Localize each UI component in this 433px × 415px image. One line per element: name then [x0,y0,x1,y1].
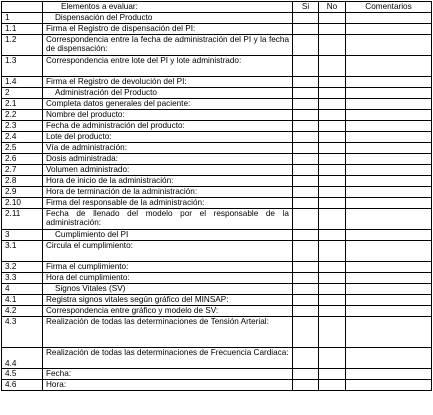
comment-cell[interactable] [346,317,432,348]
row-num: 1.4 [2,77,43,88]
row-text: Vía de administración: [43,143,293,154]
yes-cell[interactable] [293,380,319,391]
comment-cell[interactable] [346,143,432,154]
comment-cell[interactable] [346,132,432,143]
row-num: 2.9 [2,187,43,198]
yes-cell[interactable] [293,230,319,241]
row-text: Fecha de llenado del modelo por el responsable de la administración: [43,209,293,230]
evaluation-form [1,1,432,391]
table-row [2,198,432,209]
comment-cell[interactable] [346,198,432,209]
table-row [2,132,432,143]
comment-cell[interactable] [346,348,432,369]
no-cell[interactable] [319,176,346,187]
no-cell[interactable] [319,348,346,369]
row-text: Registra signos vitales según gráfico del MINSAP: [43,295,293,306]
yes-cell[interactable] [293,35,319,56]
yes-cell[interactable] [293,295,319,306]
header-yes: Si [293,2,319,13]
yes-cell[interactable] [293,56,319,77]
row-num: 2.3 [2,121,43,132]
section-row [2,88,432,99]
table-row [2,369,432,380]
row-num: 2.2 [2,110,43,121]
yes-cell[interactable] [293,369,319,380]
yes-cell[interactable] [293,13,319,24]
row-text: Completa datos generales del paciente: [43,99,293,110]
no-cell[interactable] [319,187,346,198]
yes-cell[interactable] [293,198,319,209]
row-num: 2.10 [2,198,43,209]
row-num: 2.11 [2,209,43,230]
comment-cell[interactable] [346,99,432,110]
no-cell[interactable] [319,143,346,154]
table-row [2,273,432,284]
row-text: Circula el cumplimiento: [43,241,293,262]
table-row [2,306,432,317]
comment-cell[interactable] [346,209,432,230]
yes-cell[interactable] [293,121,319,132]
comment-cell[interactable] [346,110,432,121]
row-text: Correspondencia entre gráfico y modelo de SV: [43,306,293,317]
row-text: Administración del Producto [43,88,293,99]
table-row [2,77,432,88]
comment-cell[interactable] [346,284,432,295]
table-row [2,24,432,35]
header-comments: Comentarios [346,2,432,13]
row-text: Hora de terminación de la administración: [43,187,293,198]
row-num: 4.4 [2,348,43,369]
section-row [2,13,432,24]
yes-cell[interactable] [293,306,319,317]
no-cell[interactable] [319,24,346,35]
table-row [2,317,432,348]
no-cell[interactable] [319,317,346,348]
table-row [2,154,432,165]
comment-cell[interactable] [346,369,432,380]
no-cell[interactable] [319,88,346,99]
row-num: 4 [2,284,43,295]
yes-cell[interactable] [293,110,319,121]
yes-cell[interactable] [293,262,319,273]
comment-cell[interactable] [346,380,432,391]
comment-cell[interactable] [346,176,432,187]
comment-cell[interactable] [346,154,432,165]
evaluation-table [1,1,432,391]
row-text: Hora: [43,380,293,391]
no-cell[interactable] [319,165,346,176]
comment-cell[interactable] [346,273,432,284]
row-text: Hora de inicio de la administración: [43,176,293,187]
no-cell[interactable] [319,273,346,284]
no-cell[interactable] [319,99,346,110]
row-num: 1.2 [2,35,43,56]
yes-cell[interactable] [293,348,319,369]
table-row [2,143,432,154]
table-row [2,121,432,132]
no-cell[interactable] [319,380,346,391]
no-cell[interactable] [319,209,346,230]
table-row [2,99,432,110]
row-num: 2.8 [2,176,43,187]
row-num: 3 [2,230,43,241]
header-num [2,2,43,13]
comment-cell[interactable] [346,187,432,198]
row-num: 3.3 [2,273,43,284]
row-text: Fecha: [43,369,293,380]
row-text: Volumen administrado: [43,165,293,176]
no-cell[interactable] [319,262,346,273]
comment-cell[interactable] [346,262,432,273]
row-text: Dosis administrada: [43,154,293,165]
no-cell[interactable] [319,35,346,56]
no-cell[interactable] [319,306,346,317]
yes-cell[interactable] [293,77,319,88]
row-text: Lote del producto: [43,132,293,143]
table-row [2,110,432,121]
row-text: Nombre del producto: [43,110,293,121]
no-cell[interactable] [319,241,346,262]
comment-cell[interactable] [346,88,432,99]
section-row [2,284,432,295]
row-num: 4.1 [2,295,43,306]
table-row [2,35,432,56]
comment-cell[interactable] [346,230,432,241]
row-num: 2 [2,88,43,99]
section-row [2,230,432,241]
row-text: Cumplimiento del PI [43,230,293,241]
yes-cell[interactable] [293,88,319,99]
table-row [2,187,432,198]
comment-cell[interactable] [346,165,432,176]
comment-cell[interactable] [346,306,432,317]
yes-cell[interactable] [293,99,319,110]
row-num: 2.4 [2,132,43,143]
yes-cell[interactable] [293,143,319,154]
row-text: Realización de todas las determinaciones de Tensión Arterial: [43,317,293,348]
row-text: Firma el Registro de dispensación del PI: [43,24,293,35]
no-cell[interactable] [319,132,346,143]
row-num: 3.1 [2,241,43,262]
header-element: Elementos a evaluar: [43,2,293,13]
row-num: 2.1 [2,99,43,110]
yes-cell[interactable] [293,187,319,198]
no-cell[interactable] [319,121,346,132]
row-num: 2.5 [2,143,43,154]
yes-cell[interactable] [293,273,319,284]
comment-cell[interactable] [346,295,432,306]
yes-cell[interactable] [293,24,319,35]
row-text: Signos Vitales (SV) [43,284,293,295]
no-cell[interactable] [319,198,346,209]
no-cell[interactable] [319,110,346,121]
yes-cell[interactable] [293,317,319,348]
no-cell[interactable] [319,295,346,306]
comment-cell[interactable] [346,77,432,88]
table-row [2,56,432,77]
yes-cell[interactable] [293,241,319,262]
row-num: 1.3 [2,56,43,77]
row-text: Firma el Registro de devolución del PI: [43,77,293,88]
row-num: 4.6 [2,380,43,391]
comment-cell[interactable] [346,241,432,262]
yes-cell[interactable] [293,284,319,295]
no-cell[interactable] [319,56,346,77]
table-row [2,295,432,306]
row-text: Hora del cumplimiento: [43,273,293,284]
table-row [2,241,432,262]
table-row [2,262,432,273]
comment-cell[interactable] [346,24,432,35]
row-text: Firma el cumplimiento: [43,262,293,273]
no-cell[interactable] [319,154,346,165]
row-text: Correspondencia entre la fecha de administración del PI y la fecha de dispensación: [43,35,293,56]
row-num: 4.5 [2,369,43,380]
no-cell[interactable] [319,77,346,88]
comment-cell[interactable] [346,56,432,77]
table-row [2,165,432,176]
comment-cell[interactable] [346,121,432,132]
yes-cell[interactable] [293,154,319,165]
yes-cell[interactable] [293,209,319,230]
no-cell[interactable] [319,13,346,24]
row-text: Correspondencia entre lote del PI y lote administrado: [43,56,293,77]
no-cell[interactable] [319,230,346,241]
header-row [2,2,432,13]
row-text: Realización de todas las determinaciones de Frecuencia Cardiaca: [43,348,293,369]
comment-cell[interactable] [346,35,432,56]
table-row [2,176,432,187]
row-num: 3.2 [2,262,43,273]
row-num: 2.7 [2,165,43,176]
row-num: 1.1 [2,24,43,35]
comment-cell[interactable] [346,13,432,24]
table-row [2,348,432,369]
row-text: Fecha de administración del producto: [43,121,293,132]
row-num: 4.3 [2,317,43,348]
table-row [2,380,432,391]
yes-cell[interactable] [293,165,319,176]
row-num: 1 [2,13,43,24]
no-cell[interactable] [319,284,346,295]
row-text: Dispensación del Producto [43,13,293,24]
row-num: 4.2 [2,306,43,317]
yes-cell[interactable] [293,132,319,143]
header-no: No [319,2,346,13]
yes-cell[interactable] [293,176,319,187]
row-text: Firma del responsable de la administración: [43,198,293,209]
row-num: 2.6 [2,154,43,165]
table-row [2,209,432,230]
no-cell[interactable] [319,369,346,380]
